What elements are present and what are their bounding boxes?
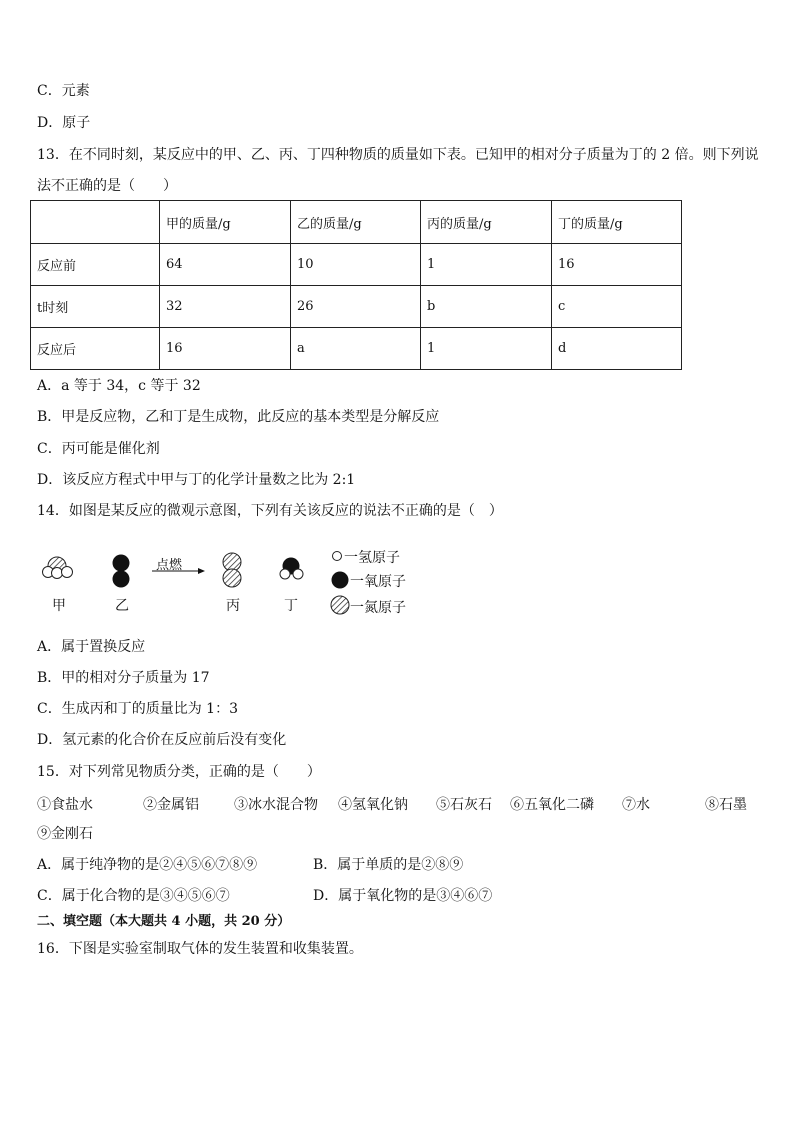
table-header-cell: 丁的质量/g <box>552 201 682 244</box>
nitrogen-atom-icon <box>331 596 349 614</box>
table-header-cell: 丙的质量/g <box>421 201 552 244</box>
molecule-ding-icon <box>280 558 303 580</box>
legend-hydrogen: 一氢原子 <box>344 550 400 566</box>
question-16-text: 16．下图是实验室制取气体的发生装置和收集装置。 <box>37 941 363 957</box>
table-cell: a <box>291 328 421 370</box>
hydrogen-atom-icon <box>333 552 342 561</box>
table-cell: 16 <box>552 244 682 286</box>
list-item: ①食盐水 <box>37 797 93 813</box>
question-13-option-d: D．该反应方程式中甲与丁的化学计量数之比为 2:1 <box>37 472 356 488</box>
list-item: ⑨金刚石 <box>37 826 93 842</box>
table-row <box>31 328 682 370</box>
question-13-text: 13．在不同时刻，某反应中的甲、乙、丙、丁四种物质的质量如下表。已知甲的相对分子质量为丁的 2 倍。则下列说 <box>37 147 759 163</box>
table-cell: t时刻 <box>31 286 160 328</box>
list-item: ⑦水 <box>622 797 650 813</box>
table-cell: 1 <box>421 244 552 286</box>
table-cell: 1 <box>421 328 552 370</box>
list-item: ⑤石灰石 <box>436 797 492 813</box>
table-header-row <box>31 201 682 244</box>
list-item: ⑥五氧化二磷 <box>510 797 594 813</box>
molecule-label-bing: 丙 <box>226 598 240 614</box>
table-header-cell: 甲的质量/g <box>160 201 291 244</box>
question-14-option-a: A．属于置换反应 <box>37 639 146 655</box>
table-cell: 反应前 <box>31 244 160 286</box>
table-header-cell: 乙的质量/g <box>291 201 421 244</box>
oxygen-atom-icon <box>332 572 349 589</box>
question-14-text: 14．如图是某反应的微观示意图，下列有关该反应的说法不正确的是（ ） <box>37 503 503 519</box>
molecule-yi-icon <box>113 555 130 588</box>
table-row <box>31 244 682 286</box>
question-15-text: 15．对下列常见物质分类，正确的是（ ） <box>37 764 321 780</box>
question-13-option-a: A．a 等于 34，c 等于 32 <box>37 378 201 394</box>
legend-oxygen: 一氧原子 <box>350 574 406 590</box>
list-item: ④氢氧化钠 <box>338 797 408 813</box>
option-d-prev: D．原子 <box>37 115 91 131</box>
table-cell: c <box>552 286 682 328</box>
question-15-option-b: B．属于单质的是②⑧⑨ <box>313 857 464 873</box>
mass-table <box>30 200 682 370</box>
molecule-label-ding: 丁 <box>284 598 298 614</box>
table-cell: 10 <box>291 244 421 286</box>
question-14-option-d: D．氢元素的化合价在反应前后没有变化 <box>37 732 287 748</box>
reaction-condition-label: 点燃 <box>156 558 183 573</box>
question-14-option-c: C．生成丙和丁的质量比为 1：3 <box>37 701 238 717</box>
table-cell: 反应后 <box>31 328 160 370</box>
list-item: ②金属铝 <box>143 797 199 813</box>
question-15-option-d: D．属于氧化物的是③④⑥⑦ <box>313 888 493 904</box>
table-row <box>31 286 682 328</box>
table-cell: 32 <box>160 286 291 328</box>
question-15-option-a: A．属于纯净物的是②④⑤⑥⑦⑧⑨ <box>37 857 258 873</box>
question-13-option-b: B．甲是反应物，乙和丁是生成物，此反应的基本类型是分解反应 <box>37 409 440 425</box>
question-13-option-c: C．丙可能是催化剂 <box>37 441 160 457</box>
legend-nitrogen: 一氮原子 <box>350 600 406 616</box>
molecule-jia-icon <box>43 557 73 579</box>
table-cell: d <box>552 328 682 370</box>
list-item: ③冰水混合物 <box>234 797 318 813</box>
list-item: ⑧石墨 <box>705 797 747 813</box>
table-cell: 64 <box>160 244 291 286</box>
table-cell <box>31 201 160 244</box>
question-15-option-c: C．属于化合物的是③④⑤⑥⑦ <box>37 888 230 904</box>
table-cell: 16 <box>160 328 291 370</box>
question-13-text-cont: 法不正确的是（ ） <box>37 178 177 194</box>
molecule-label-yi: 乙 <box>115 598 129 614</box>
molecule-label-jia: 甲 <box>52 598 66 614</box>
molecule-bing-icon <box>223 553 241 587</box>
table-cell: 26 <box>291 286 421 328</box>
question-14-option-b: B．甲的相对分子质量为 17 <box>37 670 210 686</box>
section-heading: 二、填空题（本大题共 4 小题，共 20 分） <box>37 914 291 929</box>
option-c-prev: C．元素 <box>37 83 90 99</box>
table-cell: b <box>421 286 552 328</box>
